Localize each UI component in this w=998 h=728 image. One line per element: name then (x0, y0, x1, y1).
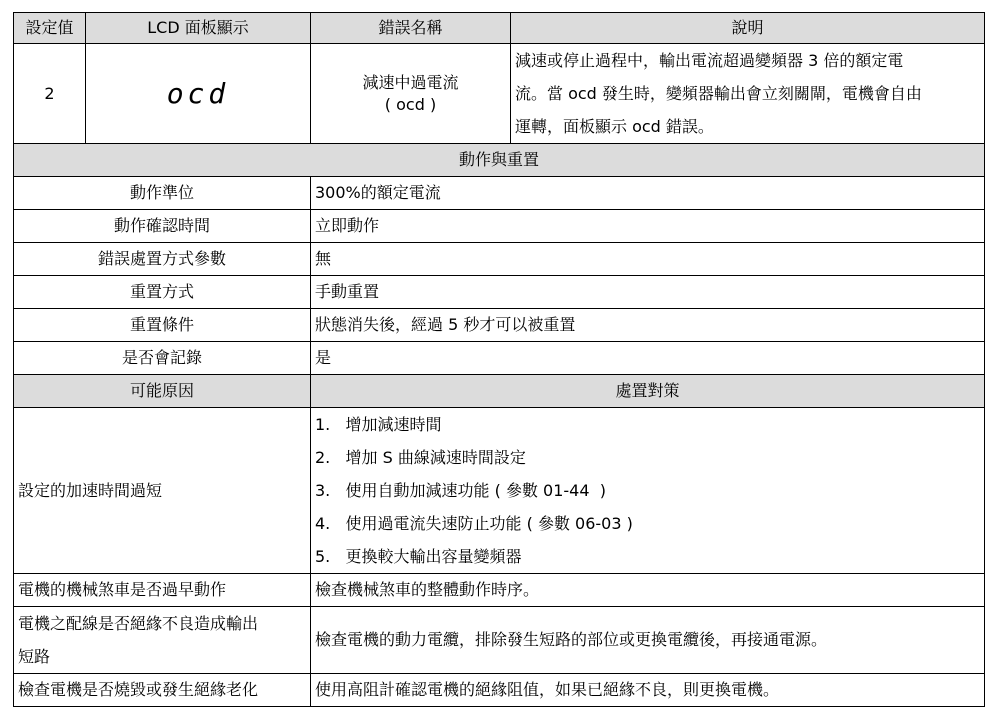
cause-text (14, 607, 311, 674)
fault-row (14, 44, 985, 144)
cause-text: 檢查電機是否燒毀或發生絕緣老化 (14, 674, 311, 707)
measure-text: 使用高阻計確認電機的絕緣阻值，如果已絕緣不良，則更換電機。 (311, 674, 985, 707)
causes-header-row (14, 375, 985, 408)
action-value: 是 (311, 342, 985, 375)
action-label: 是否會記錄 (14, 342, 311, 375)
header-description: 說明 (511, 13, 985, 44)
description-line: 減速或停止過程中，輸出電流超過變頻器 3 倍的額定電 (515, 51, 904, 70)
action-value: 狀態消失後，經過 5 秒才可以被重置 (311, 309, 985, 342)
cause-row (14, 607, 985, 674)
measure-item: 1. 增加減速時間 (315, 415, 442, 434)
action-label: 錯誤處置方式參數 (14, 243, 311, 276)
cause-row (14, 674, 985, 707)
fault-table (13, 12, 985, 707)
error-name (311, 44, 511, 144)
action-section-header (14, 144, 985, 177)
action-label: 重置條件 (14, 309, 311, 342)
cause-text: 電機的機械煞車是否過早動作 (14, 574, 311, 607)
action-row (14, 243, 985, 276)
cause-line: 短路 (18, 647, 51, 666)
cause-row (14, 408, 985, 574)
header-setting: 設定值 (14, 13, 86, 44)
lcd-display: ocd (86, 44, 311, 144)
description-line: 流。當 ocd 發生時，變頻器輸出會立刻關閘，電機會自由 (515, 84, 922, 103)
measure-list (311, 408, 985, 574)
action-row (14, 210, 985, 243)
action-row (14, 177, 985, 210)
action-label: 重置方式 (14, 276, 311, 309)
action-row (14, 342, 985, 375)
header-lcd: LCD 面板顯示 (86, 13, 311, 44)
measure-item: 2. 增加 S 曲線減速時間設定 (315, 448, 526, 467)
measure-text: 檢查機械煞車的整體動作時序。 (311, 574, 985, 607)
setting-value: 2 (14, 44, 86, 144)
measure-item: 5. 更換較大輸出容量變頻器 (315, 547, 522, 566)
description-line: 運轉，面板顯示 ocd 錯誤。 (515, 117, 714, 136)
error-name-line1: 減速中過電流 (362, 72, 459, 92)
measure-item: 3. 使用自動加減速功能 ( 參數 01-44 ) (315, 481, 606, 500)
action-row (14, 309, 985, 342)
action-label: 動作準位 (14, 177, 311, 210)
causes-header-cause: 可能原因 (14, 375, 311, 408)
causes-header-measure: 處置對策 (311, 375, 985, 408)
fault-description (511, 44, 985, 144)
error-name-line2: ( ocd ) (384, 94, 437, 114)
cause-row (14, 574, 985, 607)
cause-text: 設定的加速時間過短 (14, 408, 311, 574)
measure-text: 檢查電機的動力電纜，排除發生短路的部位或更換電纜後，再接通電源。 (311, 607, 985, 674)
measure-item: 4. 使用過電流失速防止功能 ( 參數 06-03 ) (315, 514, 633, 533)
header-error-name: 錯誤名稱 (311, 13, 511, 44)
table-header-row (14, 13, 985, 44)
action-label: 動作確認時間 (14, 210, 311, 243)
action-row (14, 276, 985, 309)
cause-line: 電機之配線是否絕緣不良造成輸出 (18, 614, 259, 633)
action-value: 手動重置 (311, 276, 985, 309)
action-title: 動作與重置 (14, 144, 985, 177)
action-value: 300%的額定電流 (311, 177, 985, 210)
action-value: 立即動作 (311, 210, 985, 243)
action-value: 無 (311, 243, 985, 276)
